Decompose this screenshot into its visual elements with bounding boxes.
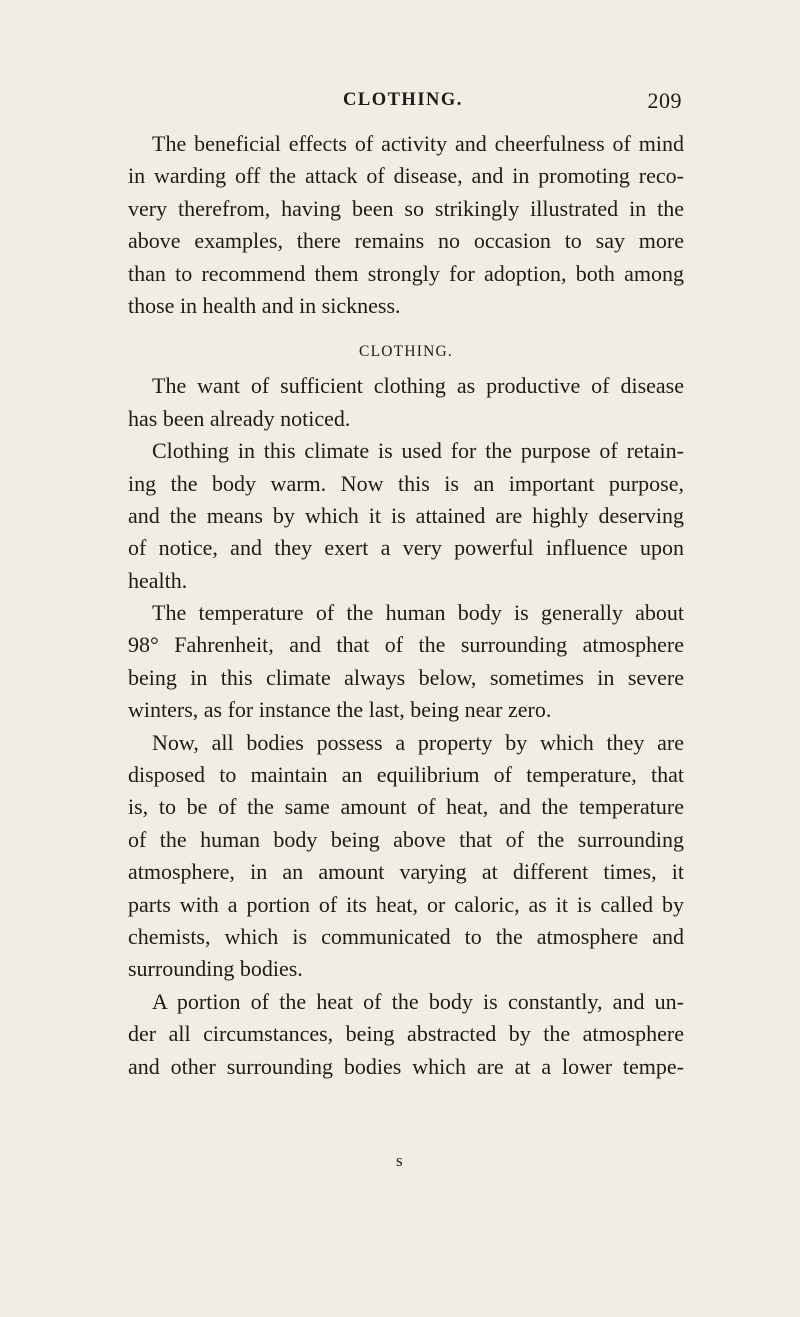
text-line: parts with a portion of its heat, or caloric, as it is called by bbox=[128, 891, 684, 917]
text-line: winters, as for instance the last, being near zero. bbox=[128, 697, 552, 723]
text-line: of the human body being above that of the surrounding bbox=[128, 826, 684, 852]
text-line: The beneficial effects of activity and cheerfulness of mind bbox=[152, 131, 684, 156]
paragraph bbox=[128, 128, 684, 322]
text-line: Now, all bodies possess a property by which they are bbox=[152, 729, 684, 755]
paragraph bbox=[128, 597, 684, 727]
body-text bbox=[128, 128, 684, 1083]
text-line: those in health and in sickness. bbox=[128, 292, 401, 318]
text-line: der all circumstances, being abstracted by the atmosphere bbox=[128, 1021, 684, 1047]
text-line: very therefrom, having been so strikingly illustrated in the bbox=[128, 195, 684, 221]
text-line: disposed to maintain an equilibrium of temperature, that bbox=[128, 762, 684, 788]
paragraph bbox=[128, 435, 684, 597]
text-line: has been already noticed. bbox=[128, 405, 351, 431]
text-line: health. bbox=[128, 567, 188, 593]
section-heading: CLOTHING. bbox=[359, 343, 453, 361]
page-number: 209 bbox=[647, 88, 682, 113]
text-line: chemists, which is communicated to the atmosphere and bbox=[128, 923, 684, 949]
text-line: being in this climate always below, sometimes in severe bbox=[128, 664, 684, 690]
text-line: than to recommend them strongly for adoption, both among bbox=[128, 260, 684, 286]
text-line: of notice, and they exert a very powerful influence upon bbox=[128, 535, 684, 561]
text-line: A portion of the heat of the body is constantly, and un- bbox=[152, 988, 684, 1014]
paragraph bbox=[128, 727, 684, 986]
signature-mark: s bbox=[396, 1151, 403, 1170]
text-line: ing the body warm. Now this is an important purpose, bbox=[128, 470, 684, 496]
text-line: in warding off the attack of disease, and in promoting reco- bbox=[128, 163, 684, 189]
running-title: CLOTHING. bbox=[343, 90, 463, 110]
text-line: and other surrounding bodies which are at a lower tempe- bbox=[128, 1053, 684, 1079]
text-line: The want of sufficient clothing as productive of disease bbox=[152, 373, 684, 399]
text-line: is, to be of the same amount of heat, and the temperature bbox=[128, 794, 684, 820]
text-line: The temperature of the human body is generally about bbox=[152, 600, 684, 626]
paragraph bbox=[128, 370, 684, 435]
text-line: above examples, there remains no occasion to say more bbox=[128, 228, 684, 254]
text-line: Clothing in this climate is used for the purpose of retain- bbox=[152, 438, 684, 464]
text-line: 98° Fahrenheit, and that of the surrounding atmosphere bbox=[128, 632, 684, 658]
paragraph bbox=[128, 986, 684, 1083]
text-line: and the means by which it is attained are highly deserving bbox=[128, 502, 684, 528]
text-line: surrounding bodies. bbox=[128, 956, 303, 982]
running-head bbox=[128, 88, 684, 116]
text-line: atmosphere, in an amount varying at different times, it bbox=[128, 859, 684, 885]
